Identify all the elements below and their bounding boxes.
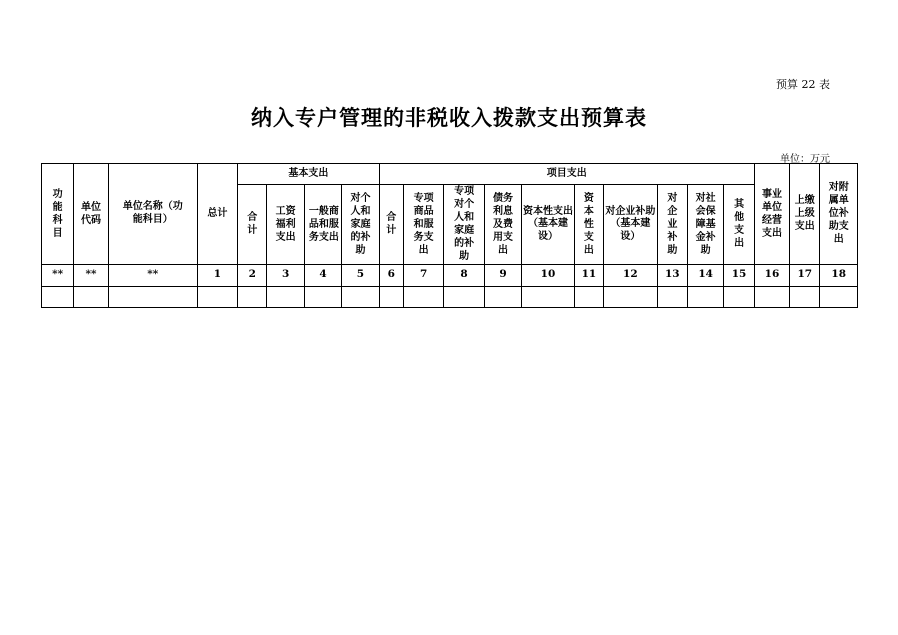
index-row — [42, 264, 858, 286]
header-basic-group: 基本支出 — [238, 164, 380, 185]
empty-cell — [108, 286, 197, 307]
header-project-social-security: 对社会保障基金补助 — [687, 185, 723, 265]
empty-cell — [379, 286, 403, 307]
empty-cell — [197, 286, 237, 307]
header-total: 总计 — [197, 164, 237, 265]
empty-cell — [42, 286, 74, 307]
header-func-subject: 功能科目 — [42, 164, 74, 265]
header-project-debt: 债务利息及费用支出 — [484, 185, 521, 265]
table-cell: 10 — [522, 264, 575, 286]
header-project-enterprise: 对企业补助 — [657, 185, 687, 265]
table-cell: ** — [108, 264, 197, 286]
header-basic-total: 合计 — [238, 185, 267, 265]
empty-cell — [820, 286, 858, 307]
empty-cell — [687, 286, 723, 307]
table-cell: 11 — [574, 264, 603, 286]
header-project-other: 其他支出 — [724, 185, 754, 265]
empty-cell — [574, 286, 603, 307]
header-project-capital-construction: 资本性支出（基本建设） — [522, 185, 575, 265]
table-cell: 18 — [820, 264, 858, 286]
header-project-total: 合计 — [379, 185, 403, 265]
table-cell: 2 — [238, 264, 267, 286]
header-unit-name: 单位名称（功能科目） — [108, 164, 197, 265]
empty-cell — [74, 286, 108, 307]
unit-label: 单位：万元 — [780, 154, 830, 165]
empty-cell — [522, 286, 575, 307]
empty-cell — [724, 286, 754, 307]
header-project-personal: 专项对个人和家庭的补助 — [444, 185, 484, 265]
empty-cell — [790, 286, 820, 307]
empty-cell — [657, 286, 687, 307]
page-title: 纳入专户管理的非税收入拨款支出预算表 — [251, 106, 647, 130]
empty-cell — [444, 286, 484, 307]
empty-cell — [403, 286, 443, 307]
header-basic-salary: 工资福利支出 — [267, 185, 304, 265]
header-upper: 上缴上级支出 — [790, 164, 820, 265]
table-number: 预算 22 表 — [776, 78, 830, 91]
table-cell: 9 — [484, 264, 521, 286]
header-basic-goods: 一般商品和服务支出 — [304, 185, 341, 265]
header-basic-personal: 对个人和家庭的补助 — [342, 185, 379, 265]
header-project-group: 项目支出 — [379, 164, 754, 185]
header-unit-code: 单位代码 — [74, 164, 108, 265]
header-business: 事业单位经营支出 — [754, 164, 789, 265]
table-cell: 14 — [687, 264, 723, 286]
table-cell: 13 — [657, 264, 687, 286]
header-subsidy: 对附属单位补助支出 — [820, 164, 858, 265]
table-cell: 16 — [754, 264, 789, 286]
table-cell: 17 — [790, 264, 820, 286]
header-project-capital: 资本性支出 — [574, 185, 603, 265]
table-cell: ** — [42, 264, 74, 286]
table-cell: 8 — [444, 264, 484, 286]
empty-data-row — [42, 286, 858, 307]
header-project-enterprise-construction: 对企业补助（基本建设） — [604, 185, 658, 265]
table-cell: 7 — [403, 264, 443, 286]
table-cell: 4 — [304, 264, 341, 286]
empty-cell — [484, 286, 521, 307]
empty-cell — [238, 286, 267, 307]
empty-cell — [267, 286, 304, 307]
empty-cell — [342, 286, 379, 307]
empty-cell — [604, 286, 658, 307]
empty-cell — [304, 286, 341, 307]
header-project-goods: 专项商品和服务支出 — [403, 185, 443, 265]
table-cell: 3 — [267, 264, 304, 286]
table-cell: 12 — [604, 264, 658, 286]
budget-table — [41, 163, 858, 308]
empty-cell — [754, 286, 789, 307]
table-cell: 5 — [342, 264, 379, 286]
table-cell: ** — [74, 264, 108, 286]
table-cell: 1 — [197, 264, 237, 286]
table-cell: 6 — [379, 264, 403, 286]
table-cell: 15 — [724, 264, 754, 286]
